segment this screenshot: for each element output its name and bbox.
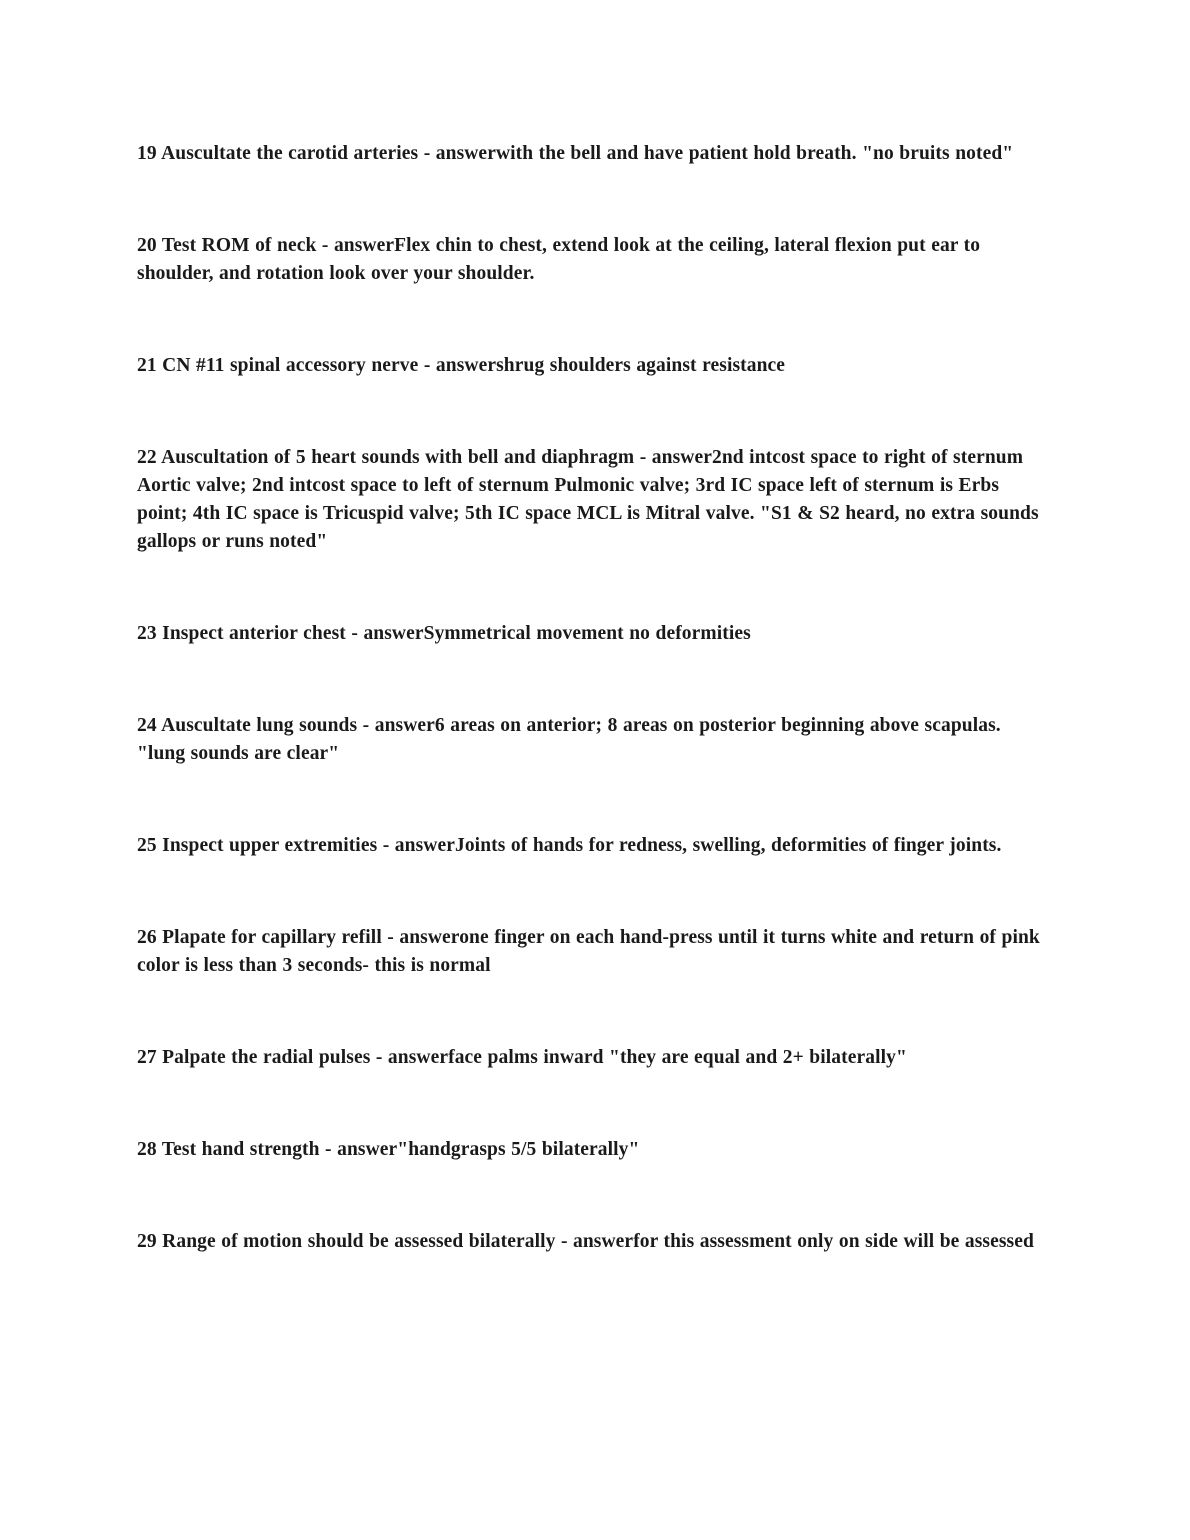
qa-paragraph: 29 Range of motion should be assessed bilaterally - answerfor this assessment only on side will be assessed bbox=[137, 1231, 1034, 1252]
qa-paragraph: 19 Auscultate the carotid arteries - answerwith the bell and have patient hold breath. "no bruits noted" bbox=[137, 143, 1014, 164]
qa-paragraph: 25 Inspect upper extremities - answerJoints of hands for redness, swelling, deformities of finger joints. bbox=[137, 835, 1002, 856]
qa-paragraph: 22 Auscultation of 5 heart sounds with bell and diaphragm - answer2nd intcost space to right of sternum Aortic valve; 2nd intcost space to left of sternum Pulmonic valve; 3rd IC space left of sternum is Erbs point; 4th IC space is Tricuspid valve; 5th IC space MCL is Mitral valve. "S1 & S2 heard, no extra sounds gallops or runs noted" bbox=[137, 447, 1039, 552]
qa-paragraph: 20 Test ROM of neck - answerFlex chin to chest, extend look at the ceiling, lateral flexion put ear to shoulder, and rotation look over your shoulder. bbox=[137, 235, 981, 284]
qa-paragraph: 27 Palpate the radial pulses - answerface palms inward "they are equal and 2+ bilaterally" bbox=[137, 1047, 907, 1068]
qa-paragraph: 21 CN #11 spinal accessory nerve - answershrug shoulders against resistance bbox=[137, 355, 786, 376]
qa-paragraph: 26 Plapate for capillary refill - answerone finger on each hand-press until it turns white and return of pink color is less than 3 seconds- this is normal bbox=[137, 927, 1040, 976]
qa-list bbox=[137, 140, 1052, 1256]
qa-paragraph: 28 Test hand strength - answer"handgrasps 5/5 bilaterally" bbox=[137, 1139, 640, 1160]
qa-paragraph: 23 Inspect anterior chest - answerSymmetrical movement no deformities bbox=[137, 623, 751, 644]
qa-paragraph: 24 Auscultate lung sounds - answer6 areas on anterior; 8 areas on posterior beginning above scapulas. "lung sounds are clear" bbox=[137, 715, 1001, 764]
